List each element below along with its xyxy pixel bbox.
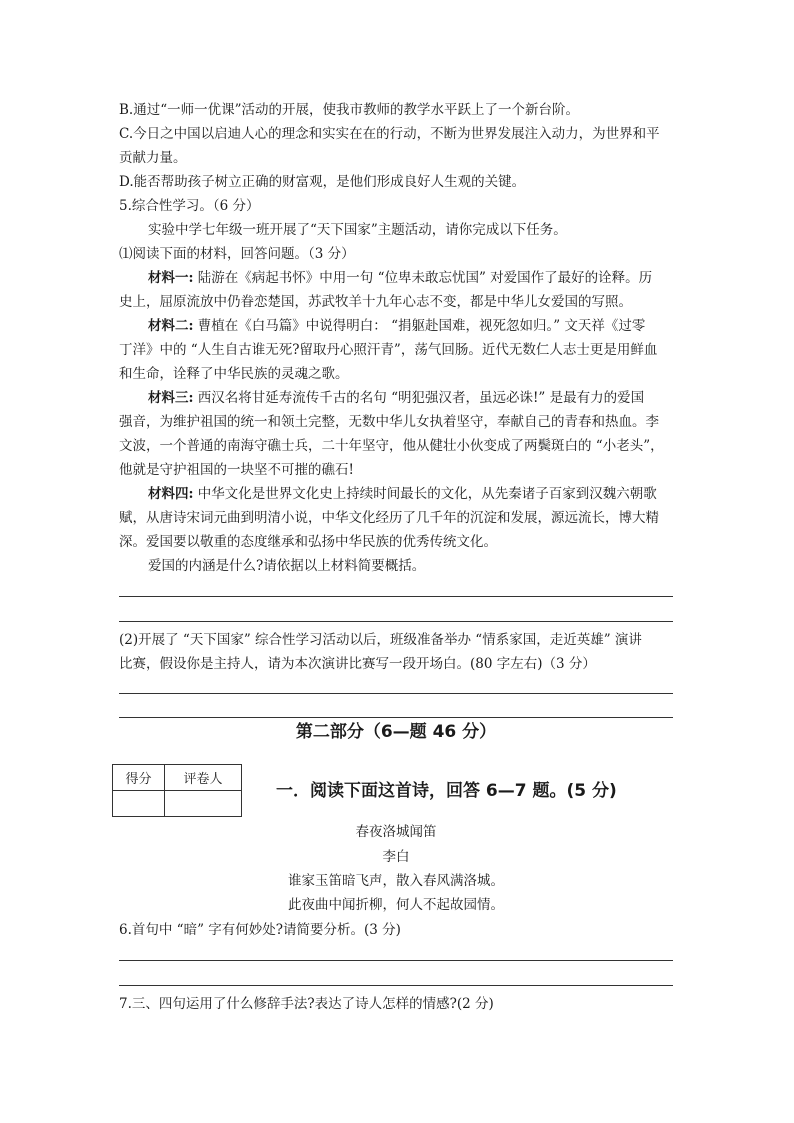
material-3-line3: 文波，一个普通的南海守礁士兵，二十年坚守，他从健壮小伙变成了两鬓斑白的 “小老头”， xyxy=(119,438,664,454)
poem-title: 春夜洛城闻笛 xyxy=(355,824,437,840)
poem-author: 李白 xyxy=(382,849,410,865)
material-1-label: 材料一: xyxy=(148,270,194,286)
material-1-line1: 材料一: 陆游在《病起书怀》中用一句 “位卑未敢忘忧国” 对爱国作了最好的诠释。历 xyxy=(148,270,653,286)
answer-line[interactable] xyxy=(119,693,673,694)
poem-line-2: 此夜曲中闻折柳，何人不起故园情。 xyxy=(288,897,504,913)
grading-table xyxy=(112,764,242,817)
answer-line[interactable] xyxy=(119,596,673,597)
answer-line[interactable] xyxy=(119,621,673,622)
material-2-line1: 材料二: 曹植在《白马篇》中说得明白： “捐躯赴国难，视死忽如归。” 文天祥《过零 xyxy=(148,318,646,334)
score-cell[interactable] xyxy=(113,791,165,817)
answer-line[interactable] xyxy=(119,985,673,986)
grader-cell[interactable] xyxy=(165,791,242,817)
q5-title: 5.综合性学习。（6 分） xyxy=(119,198,260,214)
q5-question: 爱国的内涵是什么?请依据以上材料简要概括。 xyxy=(148,558,426,574)
reading-section-title: 一．阅读下面这首诗，回答 6—7 题。(5 分) xyxy=(276,781,617,801)
material-3-line4: 他就是守护祖国的一块坚不可摧的礁石! xyxy=(119,462,354,478)
answer-line[interactable] xyxy=(119,717,673,718)
material-4-line2: 赋，从唐诗宋词元曲到明清小说，中华文化经历了几千年的沉淀和发展，源远流长，博大精 xyxy=(119,510,659,526)
poem-line-1: 谁家玉笛暗飞声，散入春风满洛城。 xyxy=(288,873,504,889)
material-1-line2: 史上，屈原流放中仍眷恋楚国，苏武牧羊十九年心志不变，都是中华儿女爱国的写照。 xyxy=(119,294,632,310)
material-4-line1: 材料四: 中华文化是世界文化史上持续时间最长的文化，从先秦诸子百家到汉魏六朝歌 xyxy=(148,486,657,502)
option-c-line2: 贡献力量。 xyxy=(119,150,187,166)
score-label: 得分 xyxy=(113,765,165,791)
q5-sub1: ⑴阅读下面的材料，回答问题。（3 分） xyxy=(119,246,355,262)
material-3-label: 材料三: xyxy=(148,390,194,406)
part-two-title: 第二部分（6—题 46 分） xyxy=(295,722,497,742)
option-c-line1: C.今日之中国以启迪人心的理念和实实在在的行动，不断为世界发展注入动力，为世界和平 xyxy=(119,126,660,142)
question-6: 6.首句中 “暗” 字有何妙处?请简要分析。(3 分) xyxy=(119,922,401,938)
q5-intro: 实验中学七年级一班开展了“天下国家”主题活动，请你完成以下任务。 xyxy=(148,222,567,238)
option-b: B.通过“一师一优课”活动的开展，使我市教师的教学水平跃上了一个新台阶。 xyxy=(119,102,580,118)
material-2-label: 材料二: xyxy=(148,318,194,334)
material-4-label: 材料四: xyxy=(148,486,194,502)
grader-label: 评卷人 xyxy=(165,765,242,791)
q5-sub2-line1: (2)开展了 “天下国家” 综合性学习活动以后，班级准备举办 “情系家国，走近英雄” 演讲 xyxy=(119,632,642,648)
material-2-line3: 和生命，诠释了中华民族的灵魂之歌。 xyxy=(119,366,349,382)
answer-line[interactable] xyxy=(119,960,673,961)
material-3-line2: 强音，为维护祖国的统一和领土完整，无数中华儿女执着坚守，奉献自己的青春和热血。李 xyxy=(119,414,659,430)
question-7: 7.三、四句运用了什么修辞手法?表达了诗人怎样的情感?(2 分) xyxy=(119,996,494,1012)
q5-sub2-line2: 比赛，假设你是主持人，请为本次演讲比赛写一段开场白。(80 字左右)（3 分） xyxy=(119,656,596,672)
material-3-line1: 材料三: 西汉名将甘延寿流传千古的名句 “明犯强汉者，虽远必诛!” 是最有力的爱国 xyxy=(148,390,645,406)
material-2-line2: 丁洋》中的 “人生自古谁无死?留取丹心照汗青”，荡气回肠。近代无数仁人志士更是用鲜血 xyxy=(119,342,658,358)
option-d: D.能否帮助孩子树立正确的财富观，是他们形成良好人生观的关键。 xyxy=(119,174,526,190)
material-4-line3: 深。爱国要以敬重的态度继承和弘扬中华民族的优秀传统文化。 xyxy=(119,534,497,550)
